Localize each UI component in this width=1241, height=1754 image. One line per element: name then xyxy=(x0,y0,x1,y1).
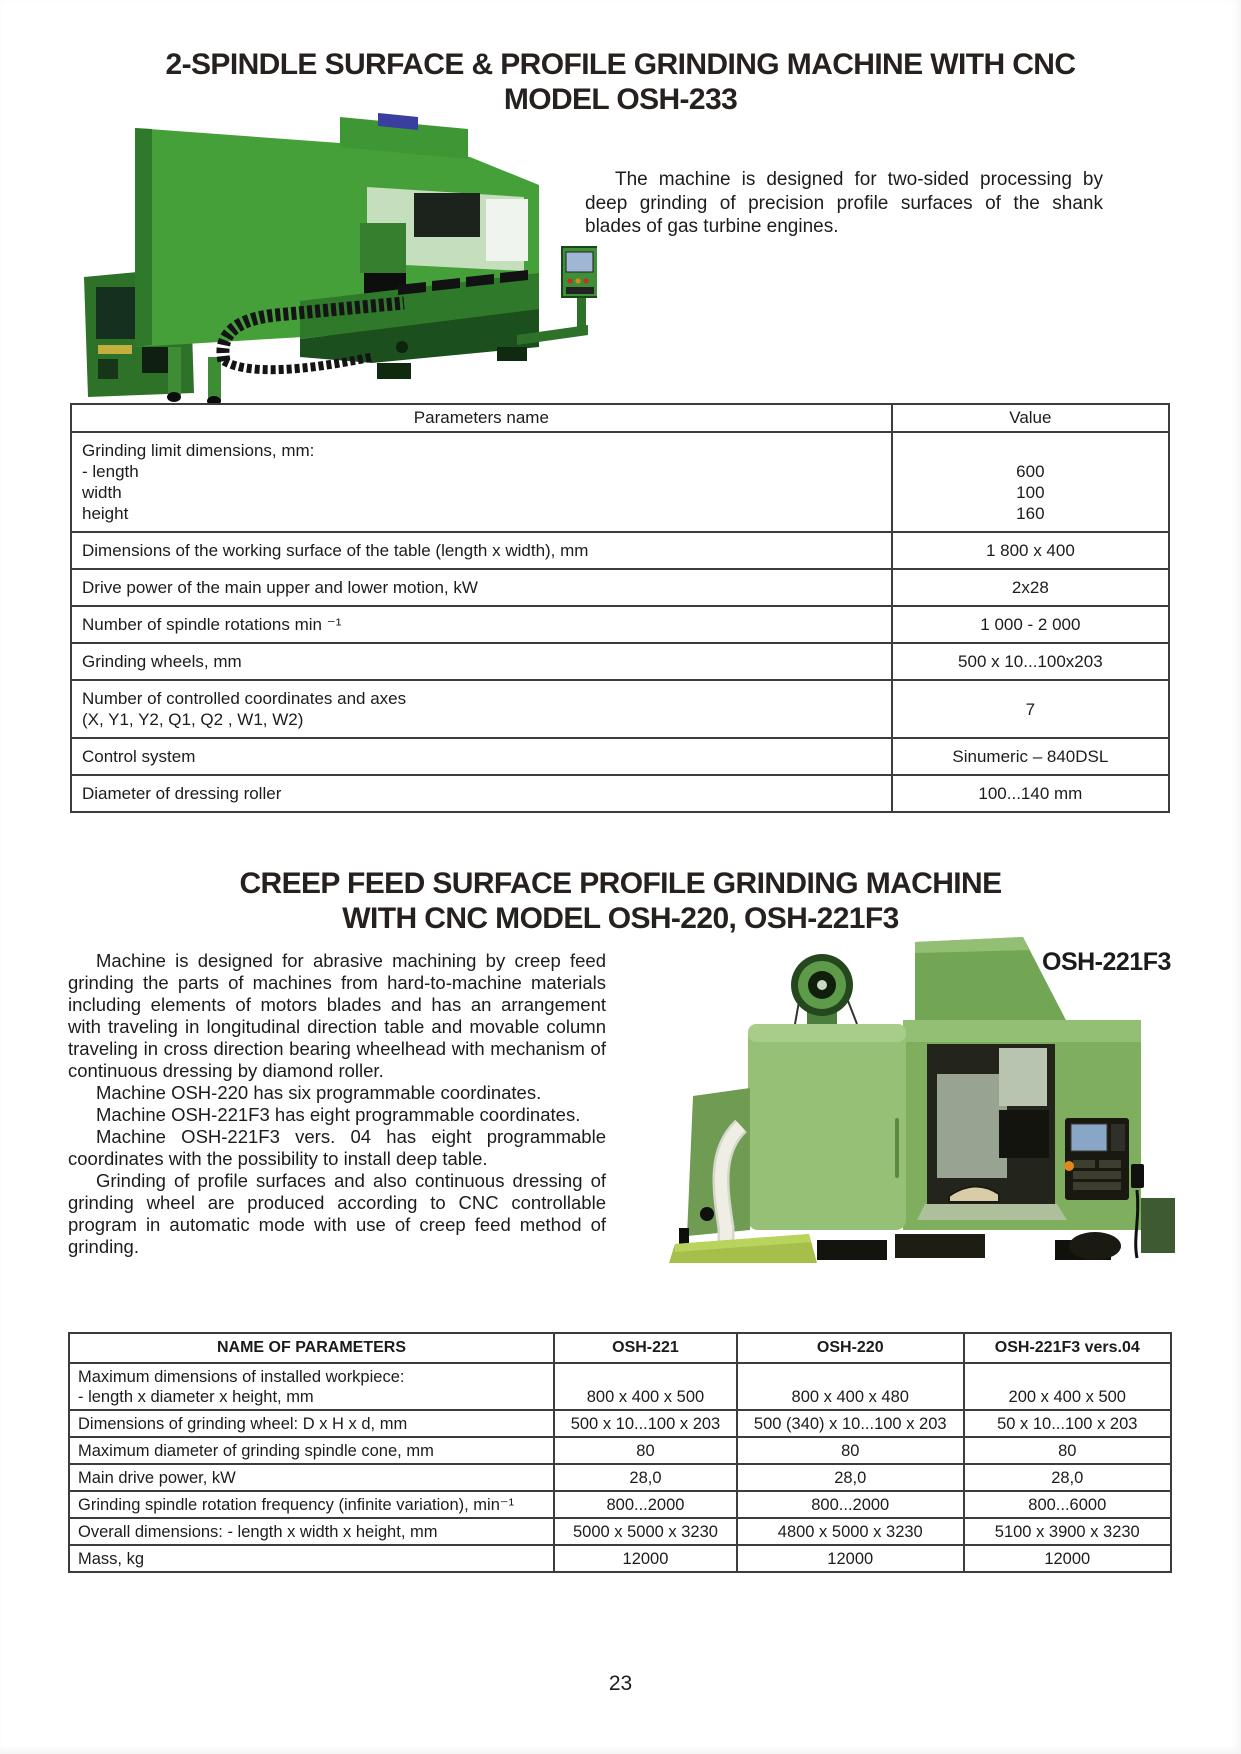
value-cell: 12000 xyxy=(964,1545,1171,1572)
table-row xyxy=(71,680,1169,738)
table-header-row xyxy=(71,404,1169,432)
value-cell: 2x28 xyxy=(892,569,1169,606)
table-row xyxy=(71,569,1169,606)
parameter-name-cell: Maximum dimensions of installed workpiece: - length x diameter x height, mm xyxy=(69,1363,554,1410)
value-cell: 28,0 xyxy=(964,1464,1171,1491)
value-cell: 7 xyxy=(892,680,1169,738)
parameter-name-cell: Grinding limit dimensions, mm: - length width height xyxy=(71,432,892,532)
value-cell: 80 xyxy=(554,1437,737,1464)
table-row xyxy=(69,1491,1171,1518)
column-header: Value xyxy=(892,404,1169,432)
page-number: 23 xyxy=(608,1672,633,1695)
paragraph: Machine OSH-221F3 has eight programmable coordinates. xyxy=(96,1104,581,1125)
column-header: OSH-221F3 vers.04 xyxy=(964,1333,1171,1363)
table-row xyxy=(71,775,1169,812)
value-cell: 200 x 400 x 500 xyxy=(964,1363,1171,1410)
value-cell: 80 xyxy=(737,1437,964,1464)
parameter-name-cell: Grinding wheels, mm xyxy=(71,643,892,680)
table-row xyxy=(69,1545,1171,1572)
value-cell: Sinumeric – 840DSL xyxy=(892,738,1169,775)
value-cell: 4800 x 5000 x 3230 xyxy=(737,1518,964,1545)
table-header-row xyxy=(69,1333,1171,1363)
value-cell: 12000 xyxy=(554,1545,737,1572)
value-cell: 80 xyxy=(964,1437,1171,1464)
value-cell: 28,0 xyxy=(554,1464,737,1491)
machine-photo-osh221f3 xyxy=(595,928,1180,1263)
value-cell: 28,0 xyxy=(737,1464,964,1491)
paragraph: Machine OSH-220 has six programmable coordinates. xyxy=(96,1082,542,1103)
column-header: Parameters name xyxy=(71,404,892,432)
value-cell: 1 800 x 400 xyxy=(892,532,1169,569)
machine-osh233-illustration xyxy=(72,95,597,405)
value-cell: 12000 xyxy=(737,1545,964,1572)
table-row xyxy=(71,643,1169,680)
machine-photo-osh233 xyxy=(72,95,597,405)
value-cell: 800 x 400 x 480 xyxy=(737,1363,964,1410)
column-header: NAME OF PARAMETERS xyxy=(69,1333,554,1363)
parameter-name-cell: Drive power of the main upper and lower motion, kW xyxy=(71,569,892,606)
parameter-name-cell: Number of spindle rotations min ⁻¹ xyxy=(71,606,892,643)
machine-osh221f3-illustration xyxy=(595,928,1180,1263)
value-cell: 100...140 mm xyxy=(892,775,1169,812)
parameter-name-cell: Number of controlled coordinates and axes (X, Y1, Y2, Q1, Q2 , W1, W2) xyxy=(71,680,892,738)
section2-paragraphs xyxy=(68,950,606,1258)
value-cell: 1 000 - 2 000 xyxy=(892,606,1169,643)
value-cell: 500 (340) x 10...100 x 203 xyxy=(737,1410,964,1437)
machine2-model-label: OSH-221F3 xyxy=(1042,948,1171,976)
value-cell: 600 100 160 xyxy=(892,432,1169,532)
value-cell: 800 x 400 x 500 xyxy=(554,1363,737,1410)
table-row xyxy=(71,432,1169,532)
column-header: OSH-220 xyxy=(737,1333,964,1363)
parameter-name-cell: Grinding spindle rotation frequency (infinite variation), min⁻¹ xyxy=(69,1491,554,1518)
paragraph: Grinding of profile surfaces and also continuous dressing of grinding wheel are produced according to CNC controllable program in automatic mode with use of creep feed method of grinding. xyxy=(68,1170,606,1257)
section1-title-line1: 2-SPINDLE SURFACE & PROFILE GRINDING MACHINE WITH CNC xyxy=(165,48,1076,81)
value-cell: 800...2000 xyxy=(737,1491,964,1518)
value-cell: 5100 x 3900 x 3230 xyxy=(964,1518,1171,1545)
parameter-name-cell: Diameter of dressing roller xyxy=(71,775,892,812)
section1-description: The machine is designed for two-sided processing by deep grinding of precision profile surfaces of the shank blades of gas turbine engines. xyxy=(585,169,1103,237)
value-cell: 800...2000 xyxy=(554,1491,737,1518)
osh233-parameters-table xyxy=(70,403,1170,813)
table-row xyxy=(69,1464,1171,1491)
value-cell: 50 x 10...100 x 203 xyxy=(964,1410,1171,1437)
parameter-name-cell: Mass, kg xyxy=(69,1545,554,1572)
value-cell: 800...6000 xyxy=(964,1491,1171,1518)
section1-title-line2: MODEL OSH-233 xyxy=(503,83,738,116)
parameter-name-cell: Control system xyxy=(71,738,892,775)
paragraph: Machine is designed for abrasive machining by creep feed grinding the parts of machines from hard-to-machine materials including elements of motors blades and has an arrangement with traveling in longitudinal direction table and movable column traveling in cross direction bearing wheelhead with mechanism of continuous dressing by diamond roller. xyxy=(68,950,606,1081)
parameter-name-cell: Dimensions of the working surface of the table (length x width), mm xyxy=(71,532,892,569)
value-cell: 500 x 10...100x203 xyxy=(892,643,1169,680)
section2-title-line1: CREEP FEED SURFACE PROFILE GRINDING MACHINE xyxy=(239,867,1002,900)
table-row xyxy=(71,738,1169,775)
parameter-name-cell: Overall dimensions: - length x width x height, mm xyxy=(69,1518,554,1545)
parameter-name-cell: Main drive power, kW xyxy=(69,1464,554,1491)
parameter-name-cell: Dimensions of grinding wheel: D x H x d, mm xyxy=(69,1410,554,1437)
creep-feed-comparison-table xyxy=(68,1332,1172,1573)
parameter-name-cell: Maximum diameter of grinding spindle cone, mm xyxy=(69,1437,554,1464)
table-row xyxy=(69,1410,1171,1437)
value-cell: 5000 x 5000 x 3230 xyxy=(554,1518,737,1545)
value-cell: 500 x 10...100 x 203 xyxy=(554,1410,737,1437)
section2-title-line2: WITH CNC MODEL OSH-220, OSH-221F3 xyxy=(342,902,899,935)
paragraph: Machine OSH-221F3 vers. 04 has eight programmable coordinates with the possibility to install deep table. xyxy=(68,1126,606,1169)
column-header: OSH-221 xyxy=(554,1333,737,1363)
table-row xyxy=(71,532,1169,569)
section2-title xyxy=(0,866,1241,936)
table-row xyxy=(71,606,1169,643)
table-row xyxy=(69,1363,1171,1410)
table-row xyxy=(69,1437,1171,1464)
table-row xyxy=(69,1518,1171,1545)
